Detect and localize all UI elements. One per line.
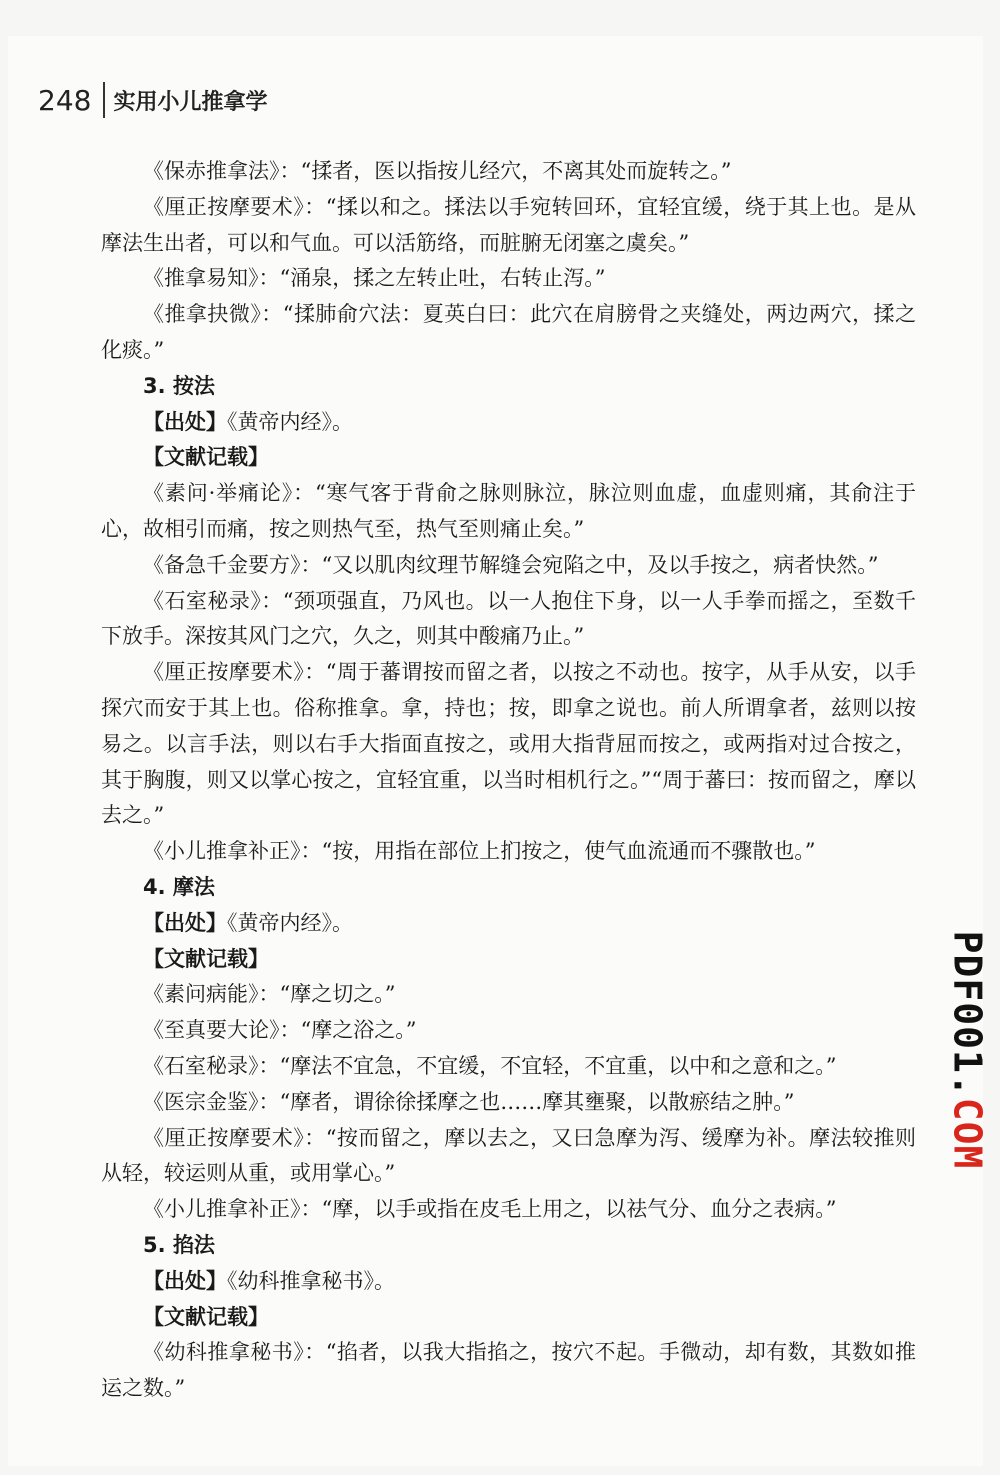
page-header xyxy=(38,80,267,120)
record: 《小儿推拿补正》：“摩，以手或指在皮毛上用之，以祛气分、血分之表病。” xyxy=(143,1197,837,1222)
record: 《厘正按摩要术》：“周于蕃谓按而留之者，以按之不动也。按字，从手从安，以手探穴而安于其上也。俗称推拿。拿，持也；按，即拿之说也。前人所谓拿者，兹则以按易之。以言手法，则以右手大指面直按之，或用大指背屈而按之，或两指对过合按之，其于胸腹，则又以掌心按之，宜轻宜重，以当时相机行之。”“周于蕃曰：按而留之，摩以去之。” xyxy=(101,660,916,828)
record: 《厘正按摩要术》：“按而留之，摩以去之，又曰急摩为泻、缓摩为补。摩法较推则从轻，较运则从重，或用掌心。” xyxy=(101,1125,916,1186)
paragraph: 《推拿抉微》：“揉肺俞穴法：夏英白曰：此穴在肩膀骨之夹缝处，两边两穴，揉之化痰。” xyxy=(101,302,916,362)
paragraph: 《推拿易知》：“涌泉，揉之左转止吐，右转止泻。” xyxy=(143,266,606,291)
book-title: 实用小儿推拿学 xyxy=(113,89,268,115)
record: 《备急千金要方》：“又以肌肉纹理节解缝会宛陷之中，及以手按之，病者快然。” xyxy=(143,552,879,577)
page-body xyxy=(101,154,916,1407)
records-label: 【文献记载】 xyxy=(143,1304,269,1329)
paragraph: 《厘正按摩要术》：“揉以和之。揉法以手宛转回环，宜轻宜缓，绕于其上也。是从摩法生出者，可以和气血。可以活筋络，而脏腑无闭塞之虞矣。” xyxy=(101,194,916,255)
section-heading-mo: 4. 摩法 xyxy=(143,874,215,899)
source-line xyxy=(101,906,916,942)
logo-text-red: COM xyxy=(945,1097,990,1170)
source-line xyxy=(101,1264,916,1300)
source-line xyxy=(101,405,916,441)
source-label: 【出处】 xyxy=(143,409,227,434)
paragraph: 《保赤推拿法》：“揉者，医以指按儿经穴，不离其处而旋转之。” xyxy=(143,159,732,183)
logo-text-black: PDF001. xyxy=(945,930,990,1098)
source-label: 【出处】 xyxy=(143,1268,227,1293)
records-label: 【文献记载】 xyxy=(143,946,269,971)
source-value: 《黄帝内经》。 xyxy=(227,910,353,935)
records-label: 【文献记载】 xyxy=(143,445,269,470)
record: 《至真要大论》：“摩之浴之。” xyxy=(143,1018,417,1043)
section-heading-an: 3. 按法 xyxy=(143,373,215,398)
pdf001-watermark-logo xyxy=(942,930,992,1170)
record: 《幼科推拿秘书》：“掐者，以我大指掐之，按穴不起。手微动，却有数，其数如推运之数。” xyxy=(101,1340,916,1401)
record: 《素问病能》：“摩之切之。” xyxy=(143,982,396,1007)
header-divider xyxy=(103,82,105,118)
source-value: 《黄帝内经》。 xyxy=(227,409,353,434)
section-heading-qia: 5. 掐法 xyxy=(143,1232,215,1257)
page-number: 248 xyxy=(38,83,92,117)
record: 《素问·举痛论》：“寒气客于背俞之脉则脉泣，脉泣则血虚，血虚则痛，其俞注于心，故相引而痛，按之则热气至，热气至则痛止矣。” xyxy=(101,481,916,541)
record: 《石室秘录》：“颈项强直，乃风也。以一人抱住下身，以一人手拳而摇之，至数千下放手。深按其风门之穴，久之，则其中酸痛乃止。” xyxy=(101,588,916,649)
record: 《石室秘录》：“摩法不宜急，不宜缓，不宜轻，不宜重，以中和之意和之。” xyxy=(143,1053,837,1078)
source-value: 《幼科推拿秘书》。 xyxy=(227,1268,395,1293)
record: 《医宗金鉴》：“摩者，谓徐徐揉摩之也……摩其壅聚，以散瘀结之肿。” xyxy=(143,1089,795,1114)
source-label: 【出处】 xyxy=(143,910,227,935)
record: 《小儿推拿补正》：“按，用指在部位上扪按之，使气血流通而不骤散也。” xyxy=(143,839,816,864)
